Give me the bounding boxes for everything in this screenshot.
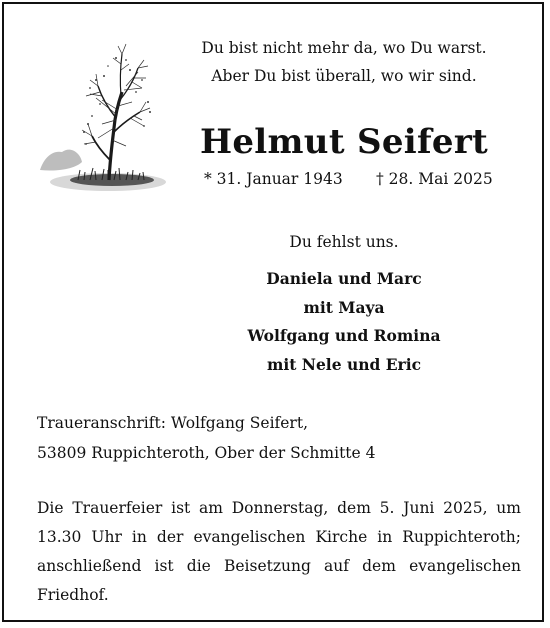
address-line-1: Traueranschrift: Wolfgang Seifert, (37, 414, 309, 432)
family-line: mit Maya (303, 297, 385, 317)
address-line-2: 53809 Ruppichteroth, Ober der Schmitte 4 (37, 444, 376, 462)
family-line: Daniela und Marc (266, 269, 422, 288)
funeral-line-1: Die Trauerfeier ist am Donnerstag, dem 5. Juni 2025, um (37, 499, 521, 517)
funeral-info (37, 494, 521, 610)
funeral-line-2: 13.30 Uhr in der evangelischen Kirche in Ruppichteroth; (37, 528, 521, 546)
tree-icon (30, 40, 180, 200)
family-list (194, 265, 494, 379)
notice-frame (2, 2, 544, 622)
quote-line-2: Aber Du bist überall, wo wir sind. (211, 67, 477, 85)
funeral-line-4: Friedhof. (37, 586, 109, 604)
family-line: Wolfgang und Romina (247, 326, 441, 345)
birth-date: * 31. Januar 1943 (204, 170, 343, 188)
family-line: mit Nele und Eric (266, 354, 422, 374)
death-date: † 28. Mai 2025 (376, 170, 493, 188)
quote-line-1: Du bist nicht mehr da, wo Du warst. (201, 39, 487, 57)
farewell-line: Du fehlst uns. (289, 233, 399, 251)
funeral-line-3: anschließend ist die Beisetzung auf dem evangelischen (37, 557, 521, 575)
deceased-name: Helmut Seifert (199, 122, 489, 162)
mourning-address (37, 408, 527, 468)
